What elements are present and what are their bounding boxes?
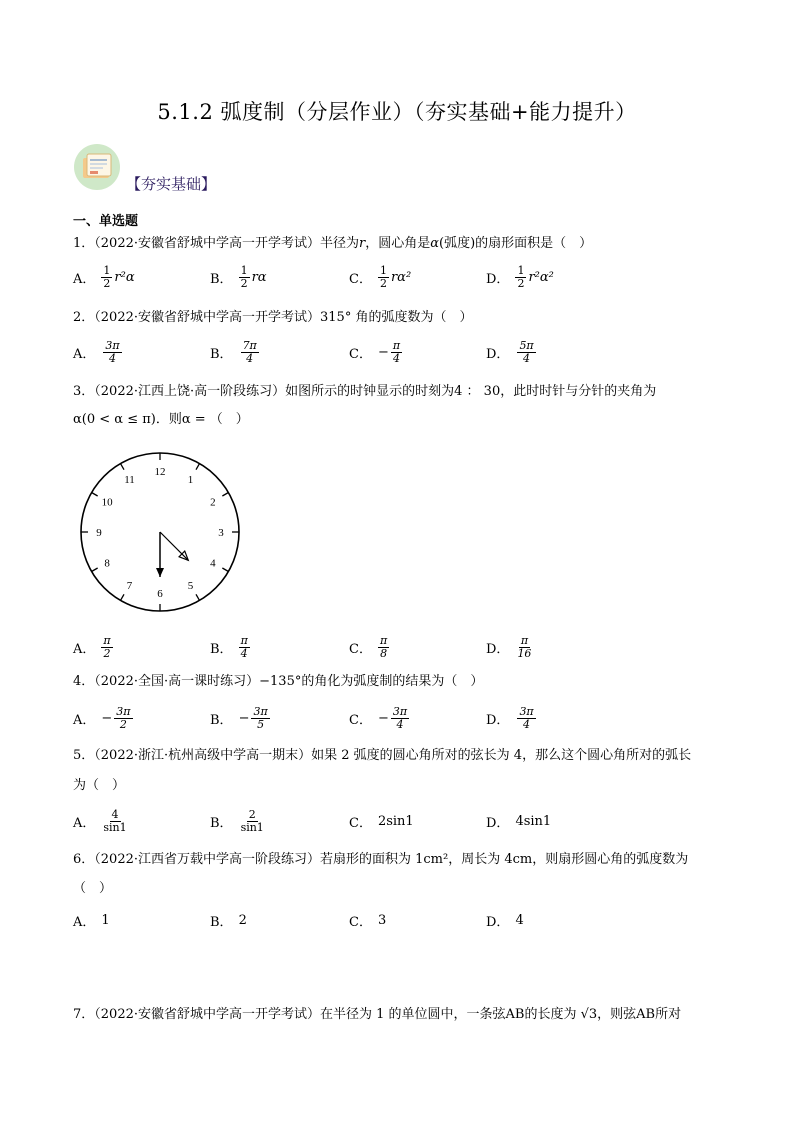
option-b[interactable]: B． $\frac{7\pi}{4}$ <box>210 338 257 365</box>
option-b[interactable]: B． $\frac{1}{2}$ rα <box>210 263 267 290</box>
question-text: −135°的角化为弧度制的结果为（ ） <box>259 674 484 689</box>
clock-number: 7 <box>126 579 133 592</box>
question-source: （2022·安徽省舒城中学高一开学考试） <box>94 310 320 325</box>
question-number: 3． <box>73 384 95 399</box>
question-text: 半径为 <box>320 236 360 251</box>
clock-number: 6 <box>157 588 163 600</box>
option-b[interactable]: B． 2 <box>210 912 247 930</box>
clock-figure <box>78 450 242 614</box>
option-c[interactable]: C． − $\frac{\pi}{4}$ <box>349 338 401 365</box>
option-a[interactable]: A． $\frac{4}{\sin 1}$ <box>73 807 127 834</box>
question-source: （2022·江西省万载中学高一阶段练习） <box>94 852 320 867</box>
clock-number: 2 <box>210 496 216 509</box>
question-number: 4． <box>73 674 95 689</box>
section-label: 【夯实基础】 <box>126 175 217 193</box>
option-a[interactable]: A． $\frac{1}{2}$ r²α <box>73 263 135 290</box>
question-1 <box>73 234 592 254</box>
question-number: 7． <box>73 1007 95 1022</box>
options-q1 <box>73 262 733 292</box>
option-b[interactable]: B． − $\frac{3\pi}{5}$ <box>210 704 268 731</box>
option-a[interactable]: A． $\frac{3\pi}{4}$ <box>73 338 120 365</box>
part-heading: 一、单选题 <box>73 214 139 229</box>
question-number: 1． <box>73 236 95 251</box>
option-d[interactable]: D． $\frac{5\pi}{4}$ <box>486 338 534 365</box>
question-7 <box>73 1005 681 1025</box>
question-text: 若扇形的面积为 1cm²，周长为 4cm，则扇形圆心角的弧度数为 <box>320 852 689 867</box>
options-q4 <box>73 703 733 733</box>
question-5 <box>73 746 691 766</box>
option-d[interactable]: D． 4 <box>486 912 524 930</box>
question-text: 如图所示的时钟显示的时刻为4 ： 30，此时时针与分针的夹角为 <box>285 384 657 399</box>
clock-number: 5 <box>187 579 194 592</box>
question-source: （2022·江西上饶·高一阶段练习） <box>94 384 286 399</box>
variable-r: r <box>359 236 366 251</box>
question-text: (弧度)的扇形面积是（ ） <box>439 236 593 251</box>
clock-number: 1 <box>187 474 194 487</box>
option-d[interactable]: D． $\frac{3\pi}{4}$ <box>486 704 534 731</box>
options-q3 <box>73 632 733 662</box>
variable-alpha: α <box>430 236 440 251</box>
clock-number: 8 <box>104 557 110 570</box>
question-text: 315° 角的弧度数为（ ） <box>320 310 473 325</box>
clock-number: 10 <box>101 496 113 509</box>
question-6-line-2: （ ） <box>73 881 113 896</box>
option-d[interactable]: D． $\frac{\pi}{16}$ <box>486 633 532 660</box>
options-q2 <box>73 337 733 367</box>
option-d[interactable]: D． $\frac{1}{2}$ r²α² <box>486 263 554 290</box>
option-c[interactable]: C． $\frac{1}{2}$ rα² <box>349 263 412 290</box>
option-a[interactable]: A． $\frac{\pi}{2}$ <box>73 633 111 660</box>
question-source: （2022·安徽省舒城中学高一开学考试） <box>94 1007 320 1022</box>
clock-number: 9 <box>96 527 102 539</box>
options-q5 <box>73 806 733 836</box>
question-number: 5． <box>73 748 95 763</box>
document-badge-icon <box>73 143 121 191</box>
option-c[interactable]: C． $\frac{\pi}{8}$ <box>349 633 388 660</box>
clock-number: 11 <box>124 474 135 487</box>
question-source: （2022·全国·高一课时练习） <box>94 674 260 689</box>
clock-number: 12 <box>154 466 166 478</box>
question-5-line-2: 为（ ） <box>73 778 126 793</box>
option-d[interactable]: D． 4sin1 <box>486 813 552 831</box>
option-c[interactable]: C． − $\frac{3\pi}{4}$ <box>349 704 408 731</box>
question-number: 2． <box>73 310 95 325</box>
question-number: 6． <box>73 852 95 867</box>
option-a[interactable]: A． − $\frac{3\pi}{2}$ <box>73 704 131 731</box>
option-a[interactable]: A． 1 <box>73 912 110 930</box>
question-text: 如果 2 弧度的圆心角所对的弦长为 4，那么这个圆心角所对的弧长 <box>311 748 692 763</box>
options-q6 <box>73 905 733 935</box>
question-6 <box>73 850 688 870</box>
question-source: （2022·安徽省舒城中学高一开学考试） <box>94 236 320 251</box>
clock-number: 4 <box>210 557 216 570</box>
question-text: ，圆心角是 <box>365 236 431 251</box>
option-c[interactable]: C． 3 <box>349 912 387 930</box>
page-title: 5.1.2 弧度制（分层作业）（夯实基础+能力提升） <box>157 100 637 124</box>
option-b[interactable]: B． $\frac{2}{\sin 1}$ <box>210 807 264 834</box>
clock-number: 3 <box>218 527 224 539</box>
question-3 <box>73 382 656 402</box>
question-source: （2022·浙江·杭州高级中学高一期末） <box>94 748 312 763</box>
option-b[interactable]: B． $\frac{\pi}{4}$ <box>210 633 248 660</box>
question-text: 在半径为 1 的单位圆中，一条弦AB的长度为 √3，则弦AB所对 <box>320 1007 682 1022</box>
option-c[interactable]: C． 2sin1 <box>349 813 414 831</box>
question-4 <box>73 672 483 692</box>
question-2 <box>73 308 472 328</box>
question-3-line-2: α(0 < α ≤ π)．则α = （ ） <box>73 412 249 427</box>
